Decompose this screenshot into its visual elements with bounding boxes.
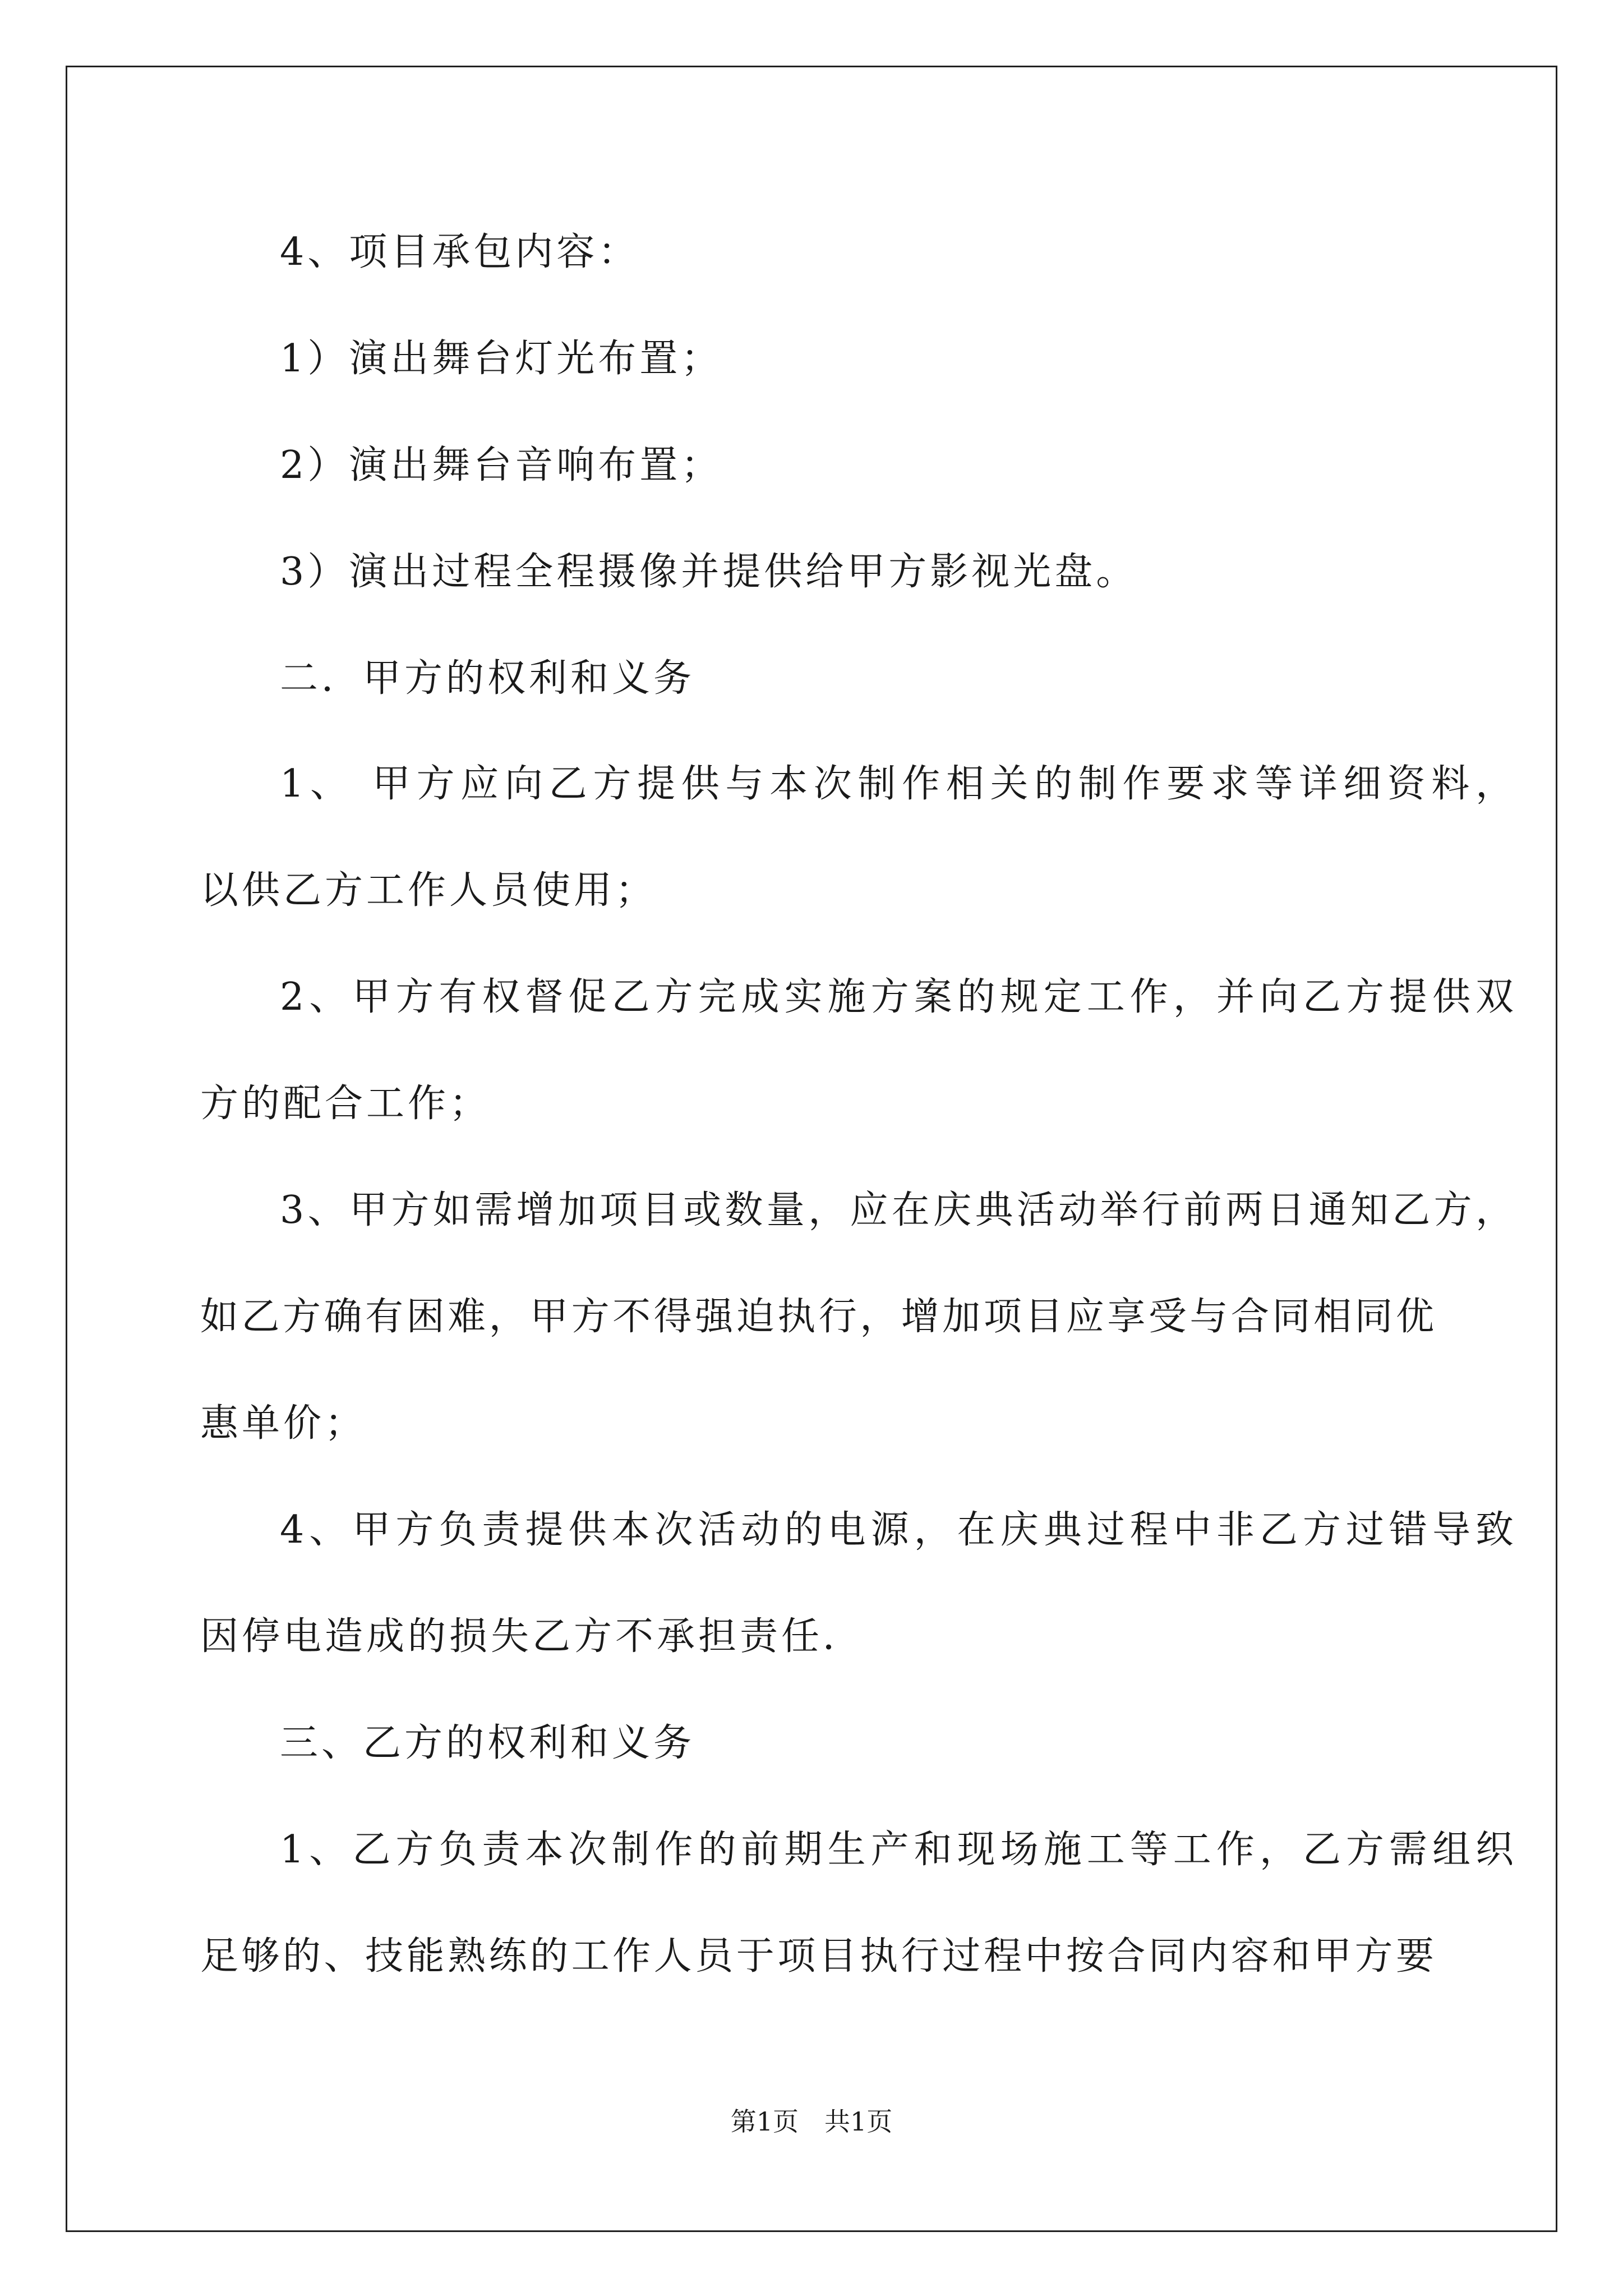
text-line: 3、甲方如需增加项目或数量，应在庆典活动举行前两日通知乙方，	[280, 1188, 1514, 1232]
text-line: 因停电造成的损失乙方不承担责任．	[200, 1614, 865, 1659]
text-line: 4、甲方负责提供本次活动的电源，在庆典过程中非乙方过错导致	[280, 1508, 1514, 1552]
text-line: 1、 甲方应向乙方提供与本次制作相关的制作要求等详细资料，	[280, 762, 1514, 806]
text-line: 1、乙方负责本次制作的前期生产和现场施工等工作，乙方需组织	[280, 1828, 1514, 1872]
section-heading: 二．甲方的权利和义务	[280, 656, 695, 701]
section-heading: 三、乙方的权利和义务	[280, 1721, 695, 1765]
text-line: 4、项目承包内容：	[280, 230, 640, 274]
text-line: 惠单价；	[200, 1401, 367, 1446]
page-border	[66, 66, 1557, 2232]
text-line: 2、甲方有权督促乙方完成实施方案的规定工作，并向乙方提供双	[280, 975, 1514, 1019]
text-line: 1）演出舞台灯光布置；	[280, 337, 723, 381]
text-line: 2）演出舞台音响布置；	[280, 443, 723, 487]
text-line: 足够的、技能熟练的工作人员于项目执行过程中按合同内容和甲方要	[200, 1934, 1434, 1978]
text-line: 如乙方确有困难，甲方不得强迫执行，增加项目应享受与合同相同优	[200, 1295, 1434, 1339]
text-line: 3）演出过程全程摄像并提供给甲方影视光盘。	[280, 550, 1138, 594]
text-line: 方的配合工作；	[200, 1082, 491, 1126]
text-line: 以供乙方工作人员使用；	[200, 868, 657, 913]
page-footer: 第1页 共1页	[730, 2106, 893, 2137]
